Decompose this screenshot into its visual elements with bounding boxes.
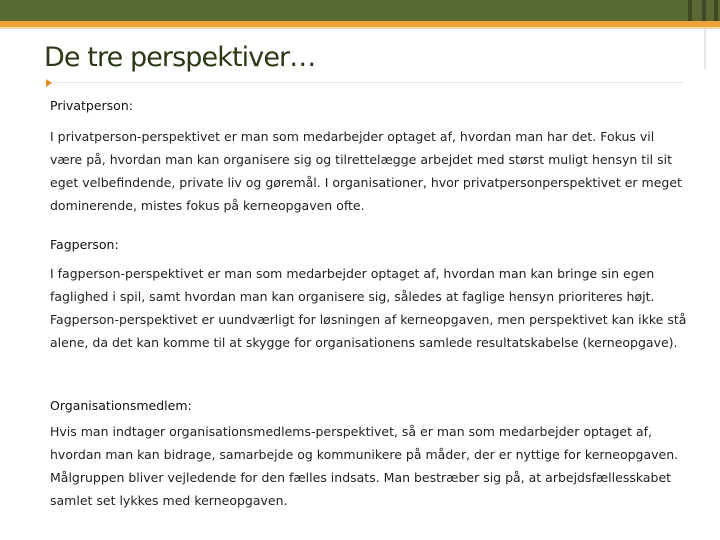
slide-title: De tre perspektiver…: [44, 42, 316, 73]
section-heading-fagperson: Fagperson:: [50, 237, 119, 252]
section-text-fagperson: I fagperson-perspektivet er man som medarbejder optaget af, hvordan man kan bringe sin egen faglighed i spil, samt hvordan man kan organisere sig, således at faglige hensyn prioriteres højt. Fagperson-perspektivet er uundværligt for løsningen af kerneopgaven, men perspektivet kan ikke stå alene, da det kan komme til at skygge for organisationens samlede resultatskabelse (kerneopgave).: [50, 266, 687, 350]
section-text-privatperson: I privatperson-perspektivet er man som medarbejder optaget af, hvordan man har det. Fokus vil være på, hvordan man kan organisere sig og tilrettelægge arbejdet med størst muligt hensyn til sit eget velbefindende, private liv og gøremål. I organisationer, hvor privatpersonperspektivet er meget dominerende, mistes fokus på kerneopgaven ofte.: [50, 129, 682, 213]
section-heading-organisationsmedlem: Organisationsmedlem:: [50, 398, 192, 413]
section-text-organisationsmedlem: Hvis man indtager organisationsmedlems-perspektivet, så er man som medarbejder optaget af, hvordan man kan bidrage, samarbejde og kommunikere på måder, der er nyttige for kerneopgaven. Målgruppen bliver vejledende for den fælles indsats. Man bestræber sig på, at arbejdsfællesskabet samlet set lykkes med kerneopgaven.: [50, 424, 679, 508]
header-band-divider: [702, 0, 706, 21]
header-band-light: [0, 27, 720, 29]
right-edge-rule: [704, 29, 706, 69]
title-arrow-marker: [46, 79, 52, 87]
header-band-dark: [0, 0, 720, 21]
header-band-divider: [688, 0, 692, 21]
title-divider: [44, 82, 684, 83]
section-heading-privatperson: Privatperson:: [50, 98, 133, 113]
header-band-divider: [714, 0, 718, 21]
